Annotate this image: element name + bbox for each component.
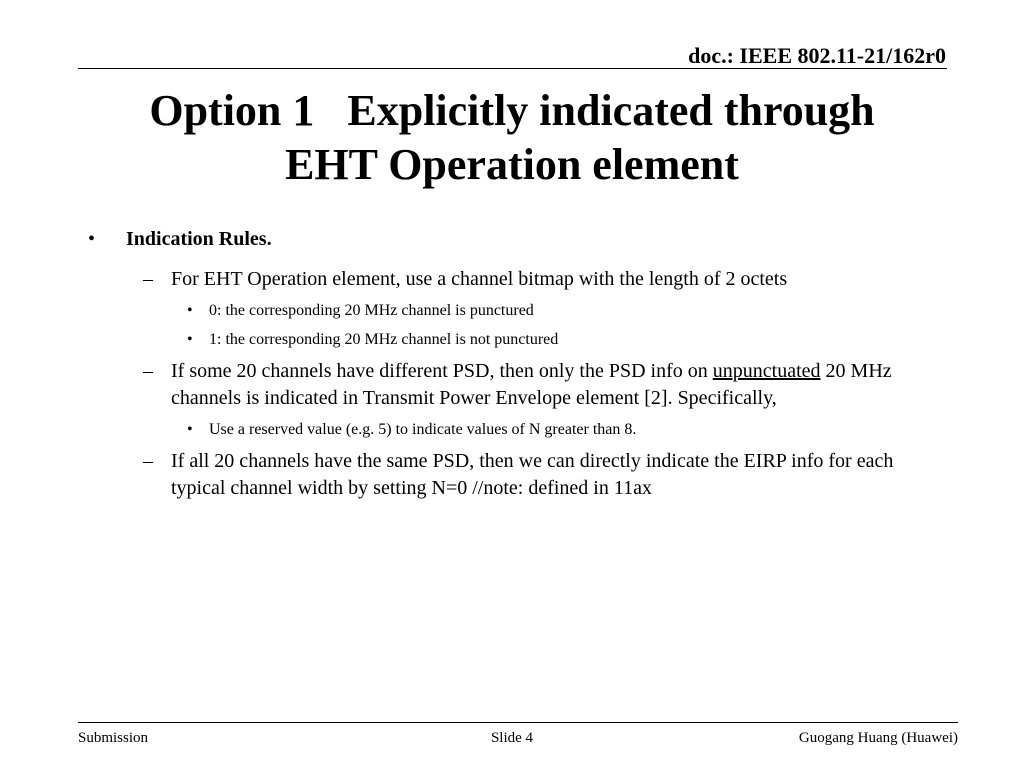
underlined-term: unpunctuated [712,359,821,382]
sub-sub-bullet [187,419,929,441]
footer-author: Guogang Huang (Huawei) [798,730,958,746]
slide-body [0,226,1024,509]
sub-sub-bullet-text: Use a reserved value (e.g. 5) to indicate values of N greater than 8. [209,420,637,438]
sub-sub-bullet [187,300,929,322]
bullet-marker: • [187,420,193,438]
bullet-indication-rules [88,226,906,252]
bullet-text: Indication Rules. [126,228,272,250]
sub-bullet-text: For EHT Operation element, use a channel bitmap with the length of 2 octets [171,268,788,290]
footer-slide-number: Slide 4 [490,730,534,746]
dash-marker: – [143,359,153,382]
sub-bullet-channel-bitmap [143,266,921,294]
footer-submission: Submission [78,730,149,746]
sub-sub-bullet [187,329,929,351]
bullet-marker: • [88,228,96,250]
document-reference: doc.: IEEE 802.11-21/162r0 [688,43,946,68]
bullet-marker: • [187,301,193,319]
sub-bullet-different-psd [143,358,921,413]
sub-sub-bullet-text: 0: the corresponding 20 MHz channel is punctured [209,301,534,319]
sub-sub-bullet-text: 1: the corresponding 20 MHz channel is not punctured [209,330,559,348]
sub-bullet-text-part: 20 MHz channels is indicated in Transmit Power Envelope element [2]. Specifically, [171,359,892,409]
dash-marker: – [143,449,153,472]
sub-bullet-same-psd [143,448,921,503]
dash-marker: – [143,268,153,290]
slide-title [0,84,1024,192]
sub-bullet-text-part: If some 20 channels have different PSD, then only the PSD info on [171,359,713,382]
footer-divider [78,722,958,723]
sub-bullet-text: If all 20 channels have the same PSD, then we can directly indicate the EIRP info for each typical channel width by setting N=0 //note: defined in 11ax [171,449,894,499]
slide-title-line-2: EHT Operation element [285,140,739,189]
bullet-marker: • [187,330,193,348]
slide-title-line-1: Option 1 Explicitly indicated through [149,86,875,135]
header-divider [78,68,947,69]
